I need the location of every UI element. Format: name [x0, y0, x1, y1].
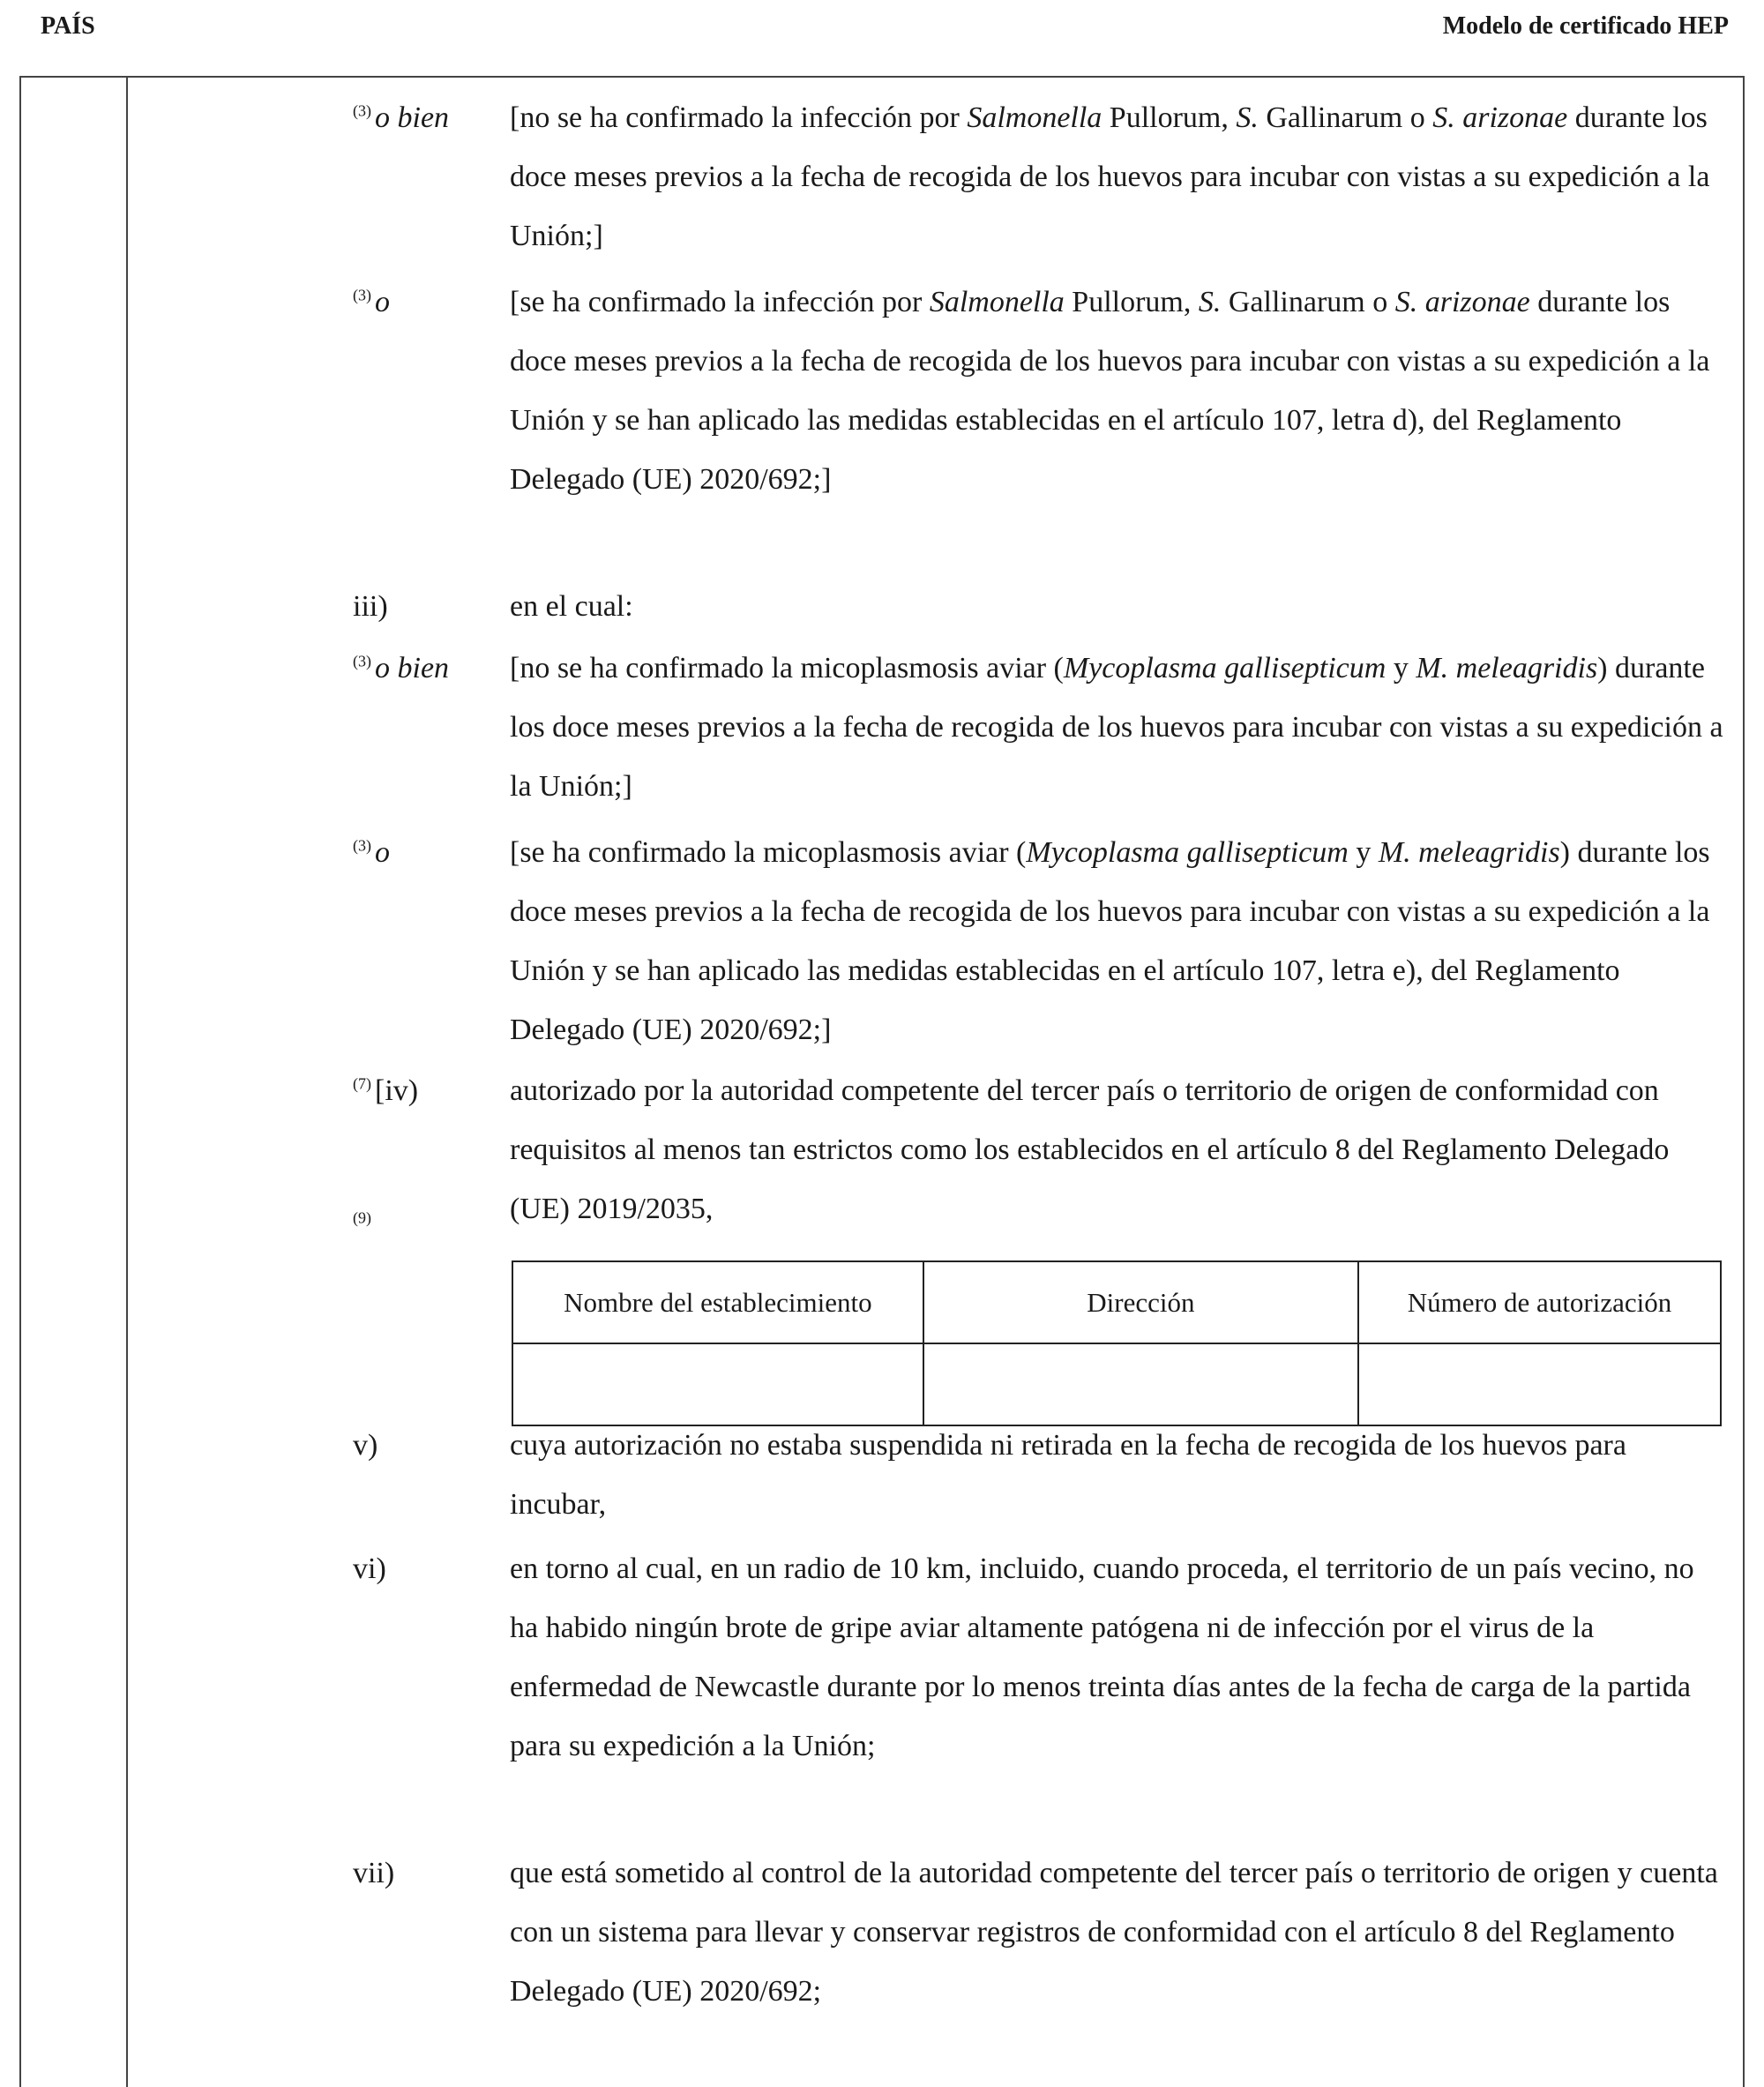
clause-text: [510, 1844, 1727, 2021]
header-country: PAÍS: [41, 12, 95, 40]
col-header-address: Dirección: [923, 1261, 1358, 1343]
clause-text-run: [no se ha confirmado la infección por: [510, 101, 968, 134]
clause-text-run: en torno al cual, en un radio de 10 km, incluido, cuando proceda, el territorio de un país vecino, no ha habido ningún brote de gripe aviar altamente patógena ni de infección por el virus de la enfermedad de Newcastle durante por lo menos treinta días antes de la fecha de carga de la partida para su expedición a la Unión;: [510, 1552, 1694, 1762]
cell-name[interactable]: [512, 1343, 923, 1425]
footnote-ref: (9): [353, 1208, 371, 1227]
clause-text: [510, 273, 1727, 509]
clause-label: [353, 639, 507, 698]
footnote-ref: (7): [353, 1074, 371, 1093]
clause-text-run: ) durante los doce meses previos a la fecha de recogida de los huevos para incubar con vistas a su expedición a la Unión y se han aplicado las medidas establecidas en el artículo 107, letra e), del Reglamento Delegado (UE) 2020/692;]: [510, 836, 1710, 1046]
clause-text-run: M. meleagridis: [1416, 652, 1598, 684]
footnote-ref: (3): [353, 101, 371, 120]
header-model-title: Modelo de certificado HEP: [1442, 12, 1729, 40]
clause-text-run: Salmonella: [929, 286, 1065, 318]
clause-text-run: S.: [1236, 101, 1259, 134]
clause-text: [510, 1061, 1727, 1238]
clause-label: [353, 823, 507, 882]
clause-text-run: Salmonella: [967, 101, 1102, 134]
clause-marker: vii): [353, 1857, 395, 1889]
establishments-table: [512, 1260, 1722, 1426]
clause-text: [510, 823, 1727, 1059]
clause-marker: iii): [353, 590, 388, 623]
clause-label: [353, 88, 507, 147]
footnote-ref: (3): [353, 836, 371, 855]
establishments-table-header-row: [512, 1261, 1721, 1343]
clause-text-run: Mycoplasma gallisepticum: [1063, 652, 1387, 684]
clause-label: [353, 1416, 507, 1475]
clause-marker: v): [353, 1429, 378, 1462]
clause-label: [353, 577, 507, 636]
clause-text-run: [no se ha confirmado la micoplasmosis aviar (: [510, 652, 1064, 684]
clause-text: [510, 639, 1727, 816]
clause-text-run: Pullorum,: [1064, 286, 1199, 318]
clause-text: [510, 577, 1727, 636]
clause-text: [510, 1416, 1727, 1534]
clause-marker: o: [375, 836, 390, 869]
col-header-authorisation-number: Número de autorización: [1358, 1261, 1721, 1343]
clause-text-run: Gallinarum o: [1221, 286, 1395, 318]
clause-marker: o: [375, 286, 390, 318]
table-row: [512, 1343, 1721, 1425]
clause-label: [353, 1061, 507, 1120]
clause-text: [510, 88, 1727, 266]
clause-text-run: que está sometido al control de la autoridad competente del tercer país o territorio de origen y cuenta con un sistema para llevar y conservar registros de conformidad con el artículo 8 del Reglamento Delegado (UE) 2020/692;: [510, 1857, 1718, 2008]
clause-marker: o bien: [375, 652, 450, 684]
clause-marker: [iv): [375, 1074, 419, 1107]
clause-text-run: Pullorum,: [1102, 101, 1237, 134]
cell-address[interactable]: [923, 1343, 1358, 1425]
clause-marker: vi): [353, 1552, 386, 1585]
clause-label: [353, 273, 507, 332]
clause-label: [353, 1195, 507, 1254]
clause-text-run: durante los doce meses previos a la fecha de recogida de los huevos para incubar con vistas a su expedición a la Unión y se han aplicado las medidas establecidas en el artículo 107, letra d), del Reglamento Delegado (UE) 2020/692;]: [510, 286, 1710, 496]
footnote-ref: (3): [353, 652, 371, 670]
clause-text-run: S. arizonae: [1432, 101, 1568, 134]
clause-text-run: autorizado por la autoridad competente del tercer país o territorio de origen de conformidad con requisitos al menos tan estrictos como los establecidos en el artículo 8 del Reglamento Delegado (UE) 2019/2035,: [510, 1074, 1670, 1225]
clause-text-run: y: [1386, 652, 1416, 684]
clause-text-run: M. meleagridis: [1378, 836, 1560, 869]
clause-text-run: y: [1348, 836, 1379, 869]
frame-left-border: [19, 76, 21, 2087]
clause-text-run: [se ha confirmado la micoplasmosis aviar (: [510, 836, 1027, 869]
clause-text-run: S.: [1198, 286, 1222, 318]
clause-text-run: Gallinarum o: [1258, 101, 1433, 134]
frame-inner-border: [126, 76, 128, 2087]
clause-text-run: en el cual:: [510, 590, 633, 623]
clause-label: [353, 1844, 507, 1903]
clause-text-run: Mycoplasma gallisepticum: [1026, 836, 1349, 869]
clause-label: [353, 1539, 507, 1598]
frame-top-border: [19, 76, 1745, 78]
clause-text: [510, 1539, 1727, 1776]
clause-text-run: durante los doce meses previos a la fecha de recogida de los huevos para incubar con vistas a su expedición a la Unión;]: [510, 101, 1710, 252]
clause-text-run: S. arizonae: [1394, 286, 1530, 318]
clause-text-run: cuya autorización no estaba suspendida ni retirada en la fecha de recogida de los huevos para incubar,: [510, 1429, 1626, 1521]
clause-text-run: [se ha confirmado la infección por: [510, 286, 930, 318]
clause-text-run: ) durante los doce meses previos a la fecha de recogida de los huevos para incubar con vistas a su expedición a la Unión;]: [510, 652, 1723, 803]
clause-marker: o bien: [375, 101, 450, 134]
cell-authorisation-number[interactable]: [1358, 1343, 1721, 1425]
col-header-name: Nombre del establecimiento: [512, 1261, 923, 1343]
frame-right-border: [1743, 76, 1745, 2087]
footnote-ref: (3): [353, 286, 371, 304]
